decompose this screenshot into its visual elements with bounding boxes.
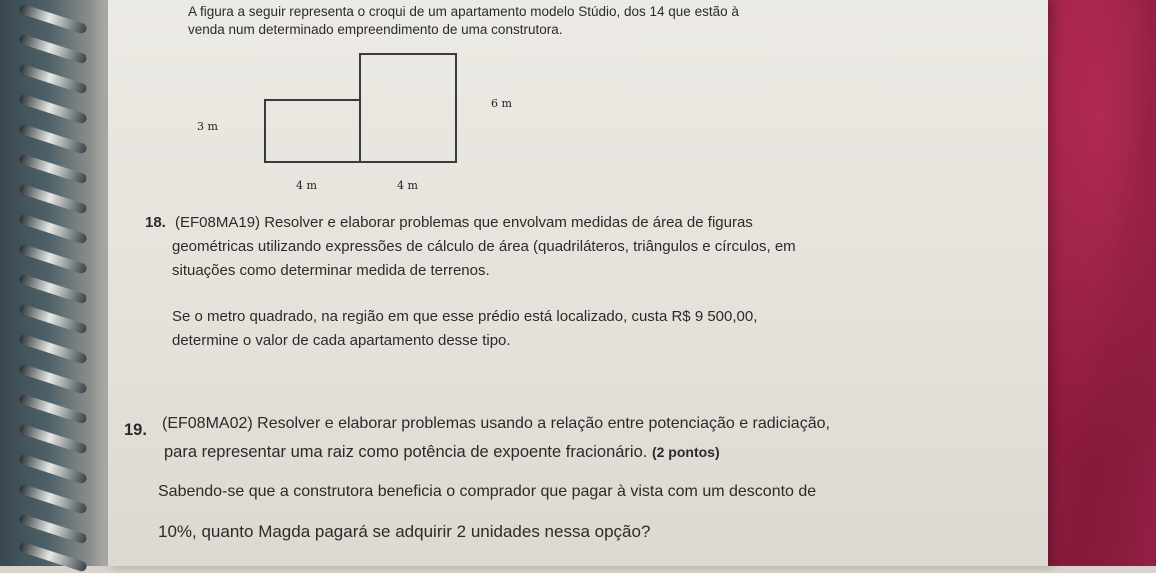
spiral-ring: [18, 93, 88, 124]
question-18-text-1: Se o metro quadrado, na região em que esse prédio está localizado, custa R$ 9 500,00,: [172, 308, 758, 325]
question-18-number: 18.: [145, 214, 166, 231]
small-room-rect: [265, 100, 360, 162]
question-18-line-3: situações como determinar medida de terrenos.: [172, 262, 490, 279]
spiral-ring: [18, 333, 88, 364]
spiral-ring: [18, 513, 88, 544]
spiral-ring: [18, 483, 88, 514]
spiral-ring: [18, 453, 88, 484]
question-18-line-2: geométricas utilizando expressões de cálculo de área (quadriláteros, triângulos e círculos, em: [172, 238, 796, 255]
question-19-points: (2 pontos): [651, 444, 720, 460]
large-room-rect: [360, 54, 456, 162]
question-19-line-2: [164, 440, 720, 464]
intro-line-2: venda num determinado empreendimento de uma construtora.: [188, 22, 563, 37]
question-19-line-2-text: para representar uma raiz como potência de expoente fracionário.: [164, 443, 648, 461]
spiral-ring: [18, 393, 88, 424]
spiral-ring: [18, 183, 88, 214]
dimension-label-6m: 6 m: [491, 97, 512, 110]
dimension-label-3m: 3 m: [197, 120, 218, 133]
spiral-ring: [18, 303, 88, 334]
question-19-text-2: 10%, quanto Magda pagará se adquirir 2 unidades nessa opção?: [158, 522, 651, 541]
spiral-ring: [18, 243, 88, 274]
spiral-ring: [18, 3, 88, 34]
spiral-ring: [18, 123, 88, 154]
spiral-ring: [18, 63, 88, 94]
spiral-ring: [18, 213, 88, 244]
question-18-line-1: (EF08MA19) Resolver e elaborar problemas que envolvam medidas de área de figuras: [175, 214, 753, 231]
question-18-text-2: determine o valor de cada apartamento desse tipo.: [172, 332, 511, 349]
dimension-label-4m-left: 4 m: [296, 179, 317, 192]
question-19-line-1: (EF08MA02) Resolver e elaborar problemas usando a relação entre potenciação e radiciação,: [162, 415, 830, 432]
dimension-label-4m-right: 4 m: [397, 179, 418, 192]
spiral-ring: [18, 273, 88, 304]
spiral-ring: [18, 423, 88, 454]
question-19-text-1: Sabendo-se que a construtora beneficia o comprador que pagar à vista com um desconto de: [158, 483, 817, 500]
spiral-ring: [18, 33, 88, 64]
spiral-ring: [18, 541, 88, 572]
notebook-spiral-binding: [0, 0, 120, 566]
question-19-number: 19.: [124, 421, 147, 439]
spiral-ring: [18, 363, 88, 394]
spiral-ring: [18, 153, 88, 184]
intro-line-1: A figura a seguir representa o croqui de um apartamento modelo Stúdio, dos 14 que estão à: [188, 4, 739, 19]
